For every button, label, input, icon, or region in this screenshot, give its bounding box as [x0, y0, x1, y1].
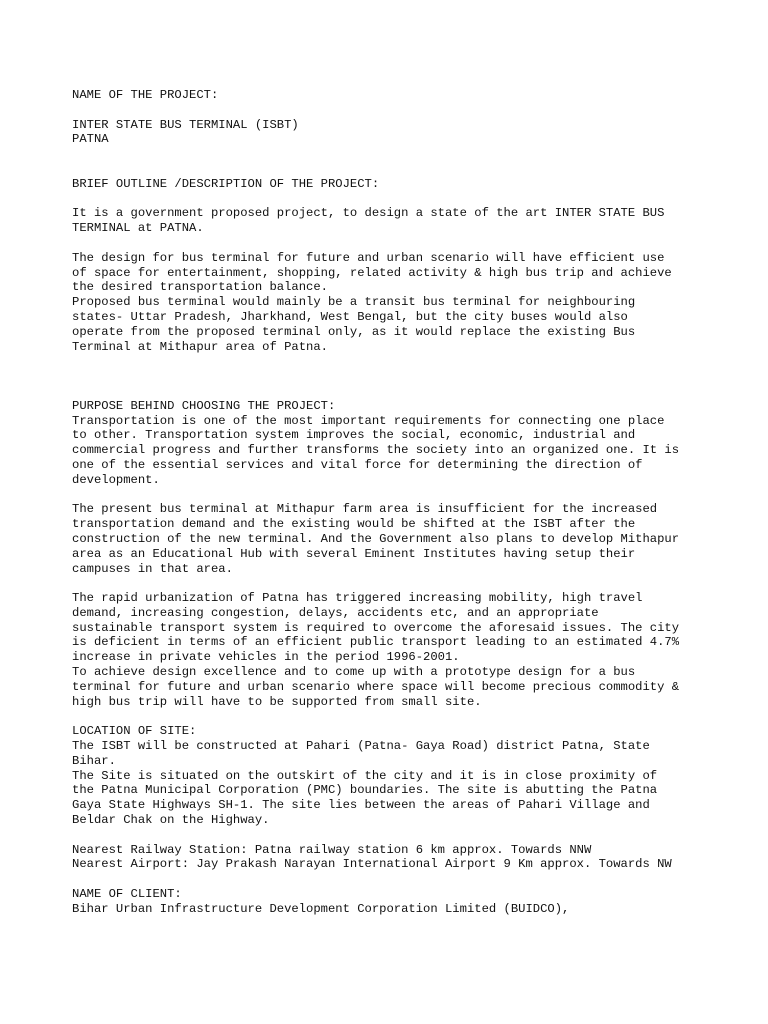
paragraph-line: The rapid urbanization of Patna has triggered increasing mobility, high travel	[72, 591, 643, 606]
project-heading: NAME OF THE PROJECT:	[72, 88, 219, 102]
paragraph-line: one of the essential services and vital force for determining the direction of	[72, 457, 643, 472]
client-heading: NAME OF CLIENT:	[72, 887, 182, 902]
paragraph-line: area as an Educational Hub with several Eminent Institutes having setup their	[72, 546, 636, 561]
paragraph-line: construction of the new terminal. And the Government also plans to develop Mithapur	[72, 531, 680, 546]
purpose-heading: PURPOSE BEHIND CHOOSING THE PROJECT:	[72, 398, 336, 413]
paragraph-line: Bihar.	[72, 753, 116, 768]
paragraph-line: Gaya State Highways SH-1. The site lies between the areas of Pahari Village and	[72, 798, 650, 813]
project-name-line: PATNA	[72, 132, 109, 147]
document-body	[72, 88, 702, 917]
paragraph-line: TERMINAL at PATNA.	[72, 221, 204, 236]
paragraph-line: is deficient in terms of an efficient public transport leading to an estimated 4.7%	[72, 635, 680, 650]
paragraph-line: increase in private vehicles in the period 1996-2001.	[72, 650, 460, 665]
nearest-airport-line: Nearest Airport: Jay Prakash Narayan International Airport 9 Km approx. Towards NW	[72, 857, 672, 872]
paragraph-line: Proposed bus terminal would mainly be a transit bus terminal for neighbouring	[72, 295, 636, 310]
paragraph-line: terminal for future and urban scenario where space will become precious commodity &	[72, 679, 680, 694]
paragraph-line: operate from the proposed terminal only, as it would replace the existing Bus	[72, 324, 636, 339]
paragraph-line: of space for entertainment, shopping, related activity & high bus trip and achieve	[72, 265, 672, 280]
paragraph-line: sustainable transport system is required to overcome the aforesaid issues. The city	[72, 620, 680, 635]
location-heading: LOCATION OF SITE:	[72, 724, 197, 739]
paragraph-line: demand, increasing congestion, delays, accidents etc, and an appropriate	[72, 605, 599, 620]
project-name-line: INTER STATE BUS TERMINAL (ISBT)	[72, 117, 299, 132]
paragraph-line: development.	[72, 472, 160, 487]
paragraph-line: high bus trip will have to be supported from small site.	[72, 694, 482, 709]
paragraph-line: Terminal at Mithapur area of Patna.	[72, 339, 328, 354]
paragraph-line: commercial progress and further transforms the society into an organized one. It is	[72, 443, 680, 458]
client-name-line: Bihar Urban Infrastructure Development Corporation Limited (BUIDCO),	[72, 901, 570, 916]
paragraph-line: It is a government proposed project, to design a state of the art INTER STATE BUS	[72, 206, 665, 221]
paragraph-line: Beldar Chak on the Highway.	[72, 813, 270, 828]
nearest-railway-line: Nearest Railway Station: Patna railway station 6 km approx. Towards NNW	[72, 842, 592, 857]
paragraph-line: the Patna Municipal Corporation (PMC) boundaries. The site is abutting the Patna	[72, 783, 658, 798]
paragraph-line: To achieve design excellence and to come up with a prototype design for a bus	[72, 665, 636, 680]
outline-heading: BRIEF OUTLINE /DESCRIPTION OF THE PROJECT:	[72, 176, 380, 191]
paragraph-line: The present bus terminal at Mithapur farm area is insufficient for the increased	[72, 502, 658, 517]
paragraph-line: Transportation is one of the most important requirements for connecting one place	[72, 413, 665, 428]
paragraph-line: the desired transportation balance.	[72, 280, 328, 295]
paragraph-line: transportation demand and the existing would be shifted at the ISBT after the	[72, 517, 636, 532]
paragraph-line: states- Uttar Pradesh, Jharkhand, West Bengal, but the city buses would also	[72, 309, 628, 324]
paragraph-line: The ISBT will be constructed at Pahari (Patna- Gaya Road) district Patna, State	[72, 739, 650, 754]
paragraph-line: campuses in that area.	[72, 561, 233, 576]
paragraph-line: to other. Transportation system improves the social, economic, industrial and	[72, 428, 636, 443]
paragraph-line: The design for bus terminal for future and urban scenario will have efficient use	[72, 250, 665, 265]
paragraph-line: The Site is situated on the outskirt of the city and it is in close proximity of	[72, 768, 658, 783]
